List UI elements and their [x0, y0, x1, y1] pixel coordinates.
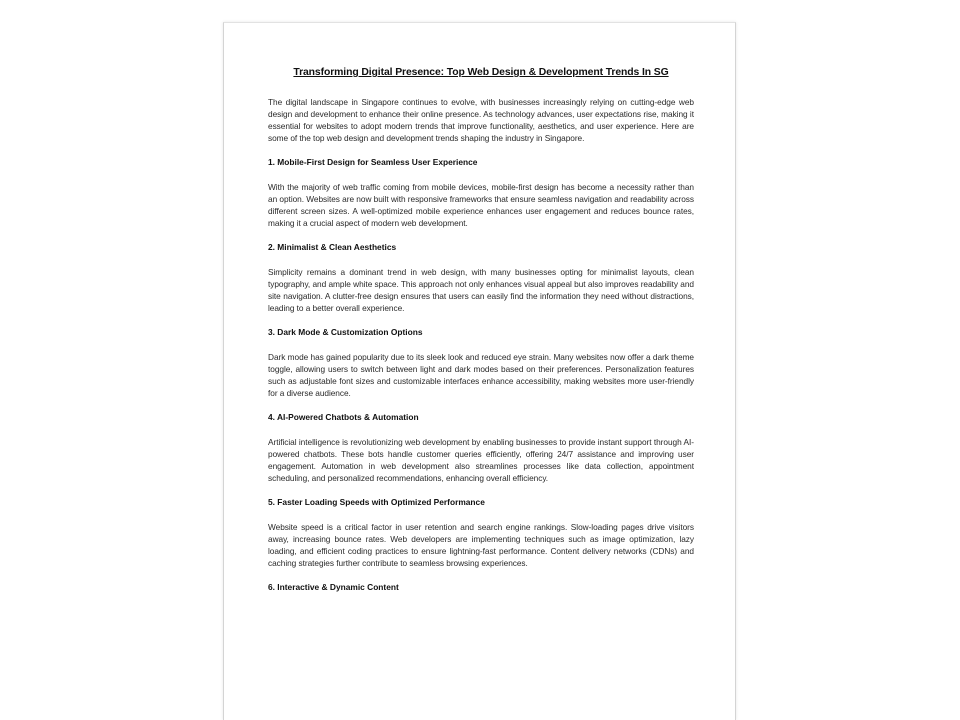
section-heading-minimalist: 2. Minimalist & Clean Aesthetics — [268, 242, 397, 252]
section-body-ai-chatbots: Artificial intelligence is revolutionizing web development by enabling businesses to provide instant support through AI-powered chatbots. These bots handle customer queries efficiently, offering 24/7 assistance and improving user engagement. Automation in web development also streamlines processes like data collection, appointment scheduling, and personalized recommendations, enhancing overall efficiency. — [268, 437, 694, 483]
document-title: Transforming Digital Presence: Top Web Design & Development Trends In SG — [293, 67, 669, 78]
section-heading-dark-mode: 3. Dark Mode & Customization Options — [268, 327, 423, 337]
intro-paragraph: The digital landscape in Singapore continues to evolve, with businesses increasingly relying on cutting-edge web design and development to enhance their online presence. As technology advances, user expectations rise, making it essential for websites to adopt modern trends that improve functionality, aesthetics, and user experience. Here are some of the top web design and development trends shaping the industry in Singapore. — [268, 97, 694, 143]
document-page — [223, 22, 736, 720]
section-body-minimalist: Simplicity remains a dominant trend in web design, with many businesses opting for minimalist layouts, clean typography, and ample white space. This approach not only enhances visual appeal but also improves readability and site navigation. A clutter-free design ensures that users can easily find the information they need without distractions, leading to a better overall experience. — [268, 267, 694, 313]
section-heading-mobile-first: 1. Mobile-First Design for Seamless User Experience — [268, 157, 478, 167]
document-content — [268, 66, 694, 606]
section-body-dark-mode: Dark mode has gained popularity due to its sleek look and reduced eye strain. Many websites now offer a dark theme toggle, allowing users to switch between light and dark modes based on their preferences. Personalization features such as adjustable font sizes and customizable interfaces enhance accessibility, making websites more user-friendly for a diverse audience. — [268, 352, 694, 398]
section-heading-interactive-content: 6. Interactive & Dynamic Content — [268, 582, 399, 592]
section-heading-loading-speeds: 5. Faster Loading Speeds with Optimized Performance — [268, 497, 485, 507]
section-heading-ai-chatbots: 4. AI-Powered Chatbots & Automation — [268, 412, 419, 422]
section-body-mobile-first: With the majority of web traffic coming from mobile devices, mobile-first design has become a necessity rather than an option. Websites are now built with responsive frameworks that ensure seamless navigation and readability across different screen sizes. A well-optimized mobile experience enhances user engagement and reduces bounce rates, making it a crucial aspect of modern web development. — [268, 182, 694, 228]
section-body-loading-speeds: Website speed is a critical factor in user retention and search engine rankings. Slow-loading pages drive visitors away, increasing bounce rates. Web developers are implementing techniques such as image optimization, lazy loading, and efficient coding practices to ensure lightning-fast performance. Content delivery networks (CDNs) and caching strategies further contribute to seamless browsing experiences. — [268, 522, 694, 568]
